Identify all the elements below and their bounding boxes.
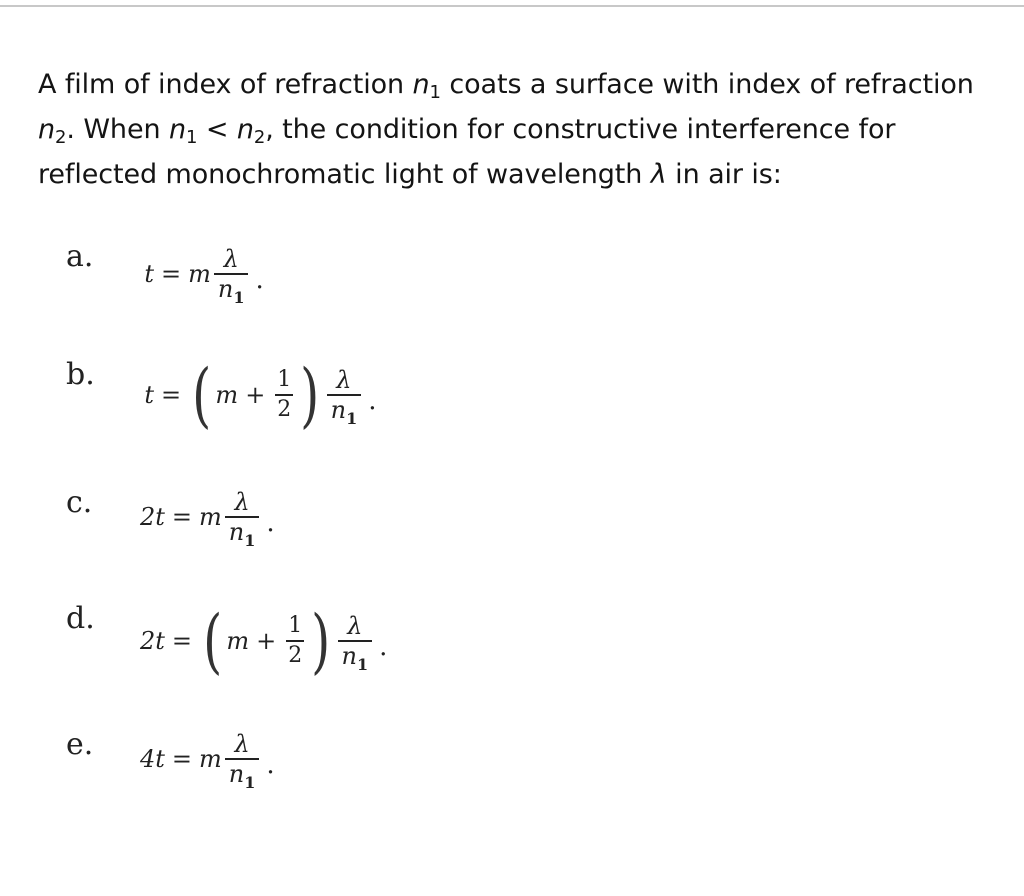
fraction: $\frac{\lambda}{n_1}$ <box>225 488 260 546</box>
fraction: $\frac{\lambda}{n_1}$ <box>327 366 362 424</box>
half-fraction: $\frac{1}{2}$ <box>277 367 292 422</box>
choice-d-equation[interactable]: 2t = ( m + $\frac{1}{2}$ ) $\frac{\lambda}{n_1}$ . <box>140 600 388 682</box>
fraction: $\frac{\lambda}{n_1}$ <box>338 612 373 670</box>
fraction: $\frac{\lambda}{n_1}$ <box>225 730 260 788</box>
choice-e-letter[interactable]: e. <box>66 727 94 762</box>
choice-c-equation[interactable]: 2t = m $\frac{\lambda}{n_1}$ . <box>140 488 275 550</box>
choice-c-letter[interactable]: c. <box>66 485 93 520</box>
half-fraction: $\frac{1}{2}$ <box>288 613 303 668</box>
choice-e-equation[interactable]: 4t = m $\frac{\lambda}{n_1}$ . <box>140 730 275 792</box>
choice-a-equation[interactable]: t = m $\frac{\lambda}{n_1}$ . <box>144 245 264 307</box>
choice-d-letter[interactable]: d. <box>66 601 95 636</box>
choice-b-equation[interactable]: t = ( m + $\frac{1}{2}$ ) $\frac{\lambda}{n_1}$ . <box>144 354 377 436</box>
choice-b-letter[interactable]: b. <box>66 357 95 392</box>
choice-a-letter[interactable]: a. <box>66 239 94 274</box>
fraction: $\frac{\lambda}{n_1}$ <box>214 245 249 303</box>
question-text: A film of index of refraction $n_1$ coats a surface with index of refraction $n_2$. When $n_1 < n_2$, the condition for constructive interference for reflected monochromatic light of wavelength λ in air is: <box>38 69 974 190</box>
